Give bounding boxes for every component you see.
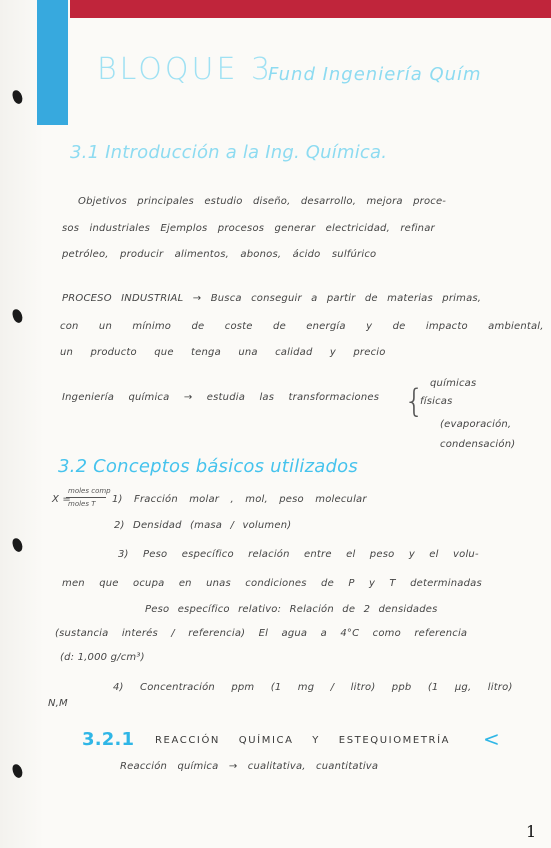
concept-item: 3) Peso específico relación entre el peso y el volu- bbox=[118, 549, 479, 560]
concept-item: 4) Concentración ppm (1 mg / litro) ppb (1 µg, litro) bbox=[113, 682, 513, 693]
concept-item: (sustancia interés / referencia) El agua a 4°C como referencia bbox=[55, 628, 468, 639]
fraction-line bbox=[66, 497, 106, 498]
section-heading-3-2: 3.2 Conceptos básicos utilizados bbox=[58, 456, 358, 477]
concept-item: 2) Densidad (masa / volumen) bbox=[114, 520, 292, 531]
text-line: sos industriales Ejemplos procesos generar electricidad, refinar bbox=[62, 223, 435, 234]
x-equals-label: X = bbox=[52, 494, 72, 505]
fraction-numerator: moles comp bbox=[68, 487, 111, 495]
section-number-3-2-1: 3.2.1 bbox=[82, 729, 135, 750]
blue-page-tab bbox=[37, 0, 68, 125]
text-line: Ingeniería química → estudia las transformaciones bbox=[62, 392, 380, 403]
text-line: con un mínimo de coste de energía y de impacto ambiental, bbox=[60, 321, 544, 332]
text-line: un producto que tenga una calidad y precio bbox=[60, 347, 386, 358]
arrow-mark-icon: < bbox=[483, 727, 500, 751]
section-heading-3-2-1: REACCIÓN QUÍMICA Y ESTEQUIOMETRÍA bbox=[155, 735, 451, 746]
list-item: químicas bbox=[430, 378, 477, 389]
fraction bbox=[52, 487, 111, 508]
text-line: PROCESO INDUSTRIAL → Busca conseguir a partir de materias primas, bbox=[62, 293, 482, 304]
binder-hole bbox=[11, 308, 24, 324]
binder-hole bbox=[11, 763, 24, 779]
concept-margin-note: N,M bbox=[48, 698, 68, 709]
page-subtitle: Fund Ingeniería Quím bbox=[268, 64, 482, 85]
section-heading-3-1: 3.1 Introducción a la Ing. Química. bbox=[70, 142, 388, 163]
list-item: condensación) bbox=[440, 439, 516, 450]
text-line: petróleo, producir alimentos, abonos, ácido sulfúrico bbox=[62, 249, 377, 260]
concept-item: Peso específico relativo: Relación de 2 densidades bbox=[145, 604, 438, 615]
text-line: Reacción química → cualitativa, cuantitativa bbox=[120, 761, 379, 772]
red-page-tab bbox=[70, 0, 551, 18]
brace-symbol: { bbox=[404, 382, 425, 420]
text-line: Objetivos principales estudio diseño, desarrollo, mejora proce- bbox=[78, 196, 447, 207]
binder-hole bbox=[11, 537, 24, 553]
concept-item: 1) Fracción molar , mol, peso molecular bbox=[112, 494, 367, 505]
list-item: físicas bbox=[420, 396, 453, 407]
list-item: (evaporación, bbox=[440, 419, 512, 430]
page-title: BLOQUE 3 bbox=[97, 52, 274, 87]
concept-item: men que ocupa en unas condiciones de P y T determinadas bbox=[62, 578, 482, 589]
page-number: 1 bbox=[526, 822, 537, 841]
concept-item: (d: 1,000 g/cm³) bbox=[60, 652, 145, 663]
binder-hole bbox=[11, 89, 24, 105]
fraction-denominator: moles T bbox=[68, 500, 96, 508]
